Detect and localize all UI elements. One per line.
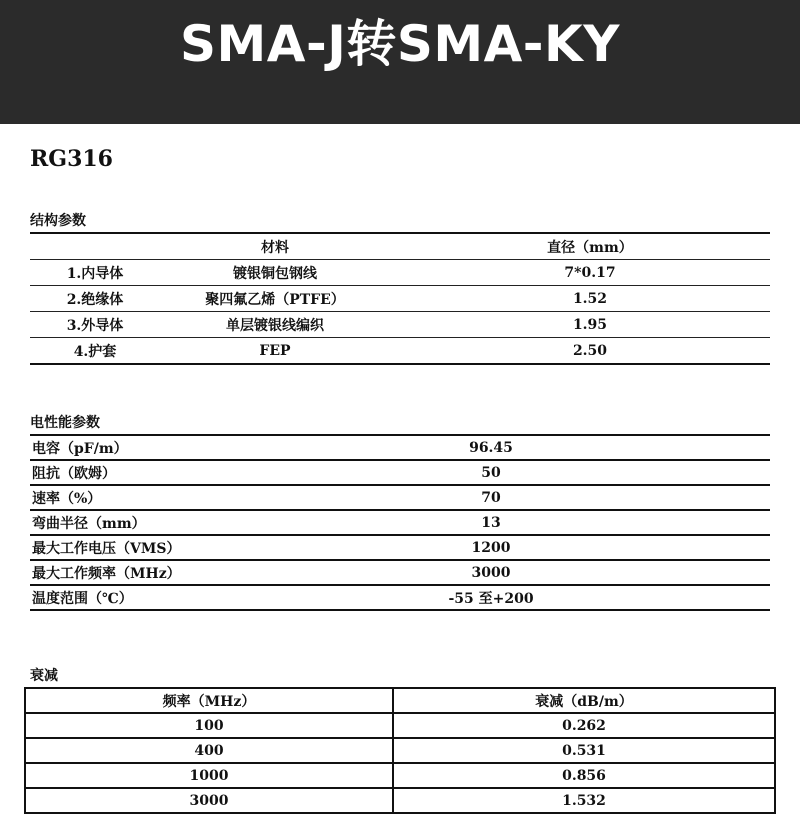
structure-table <box>30 232 770 365</box>
column-header-material: 材料 <box>261 239 289 256</box>
table-row <box>30 535 770 560</box>
table-row <box>30 312 770 338</box>
product-title: SMA-J转SMA-KY <box>180 15 620 73</box>
parameter-label: 电容（pF/m） <box>32 440 128 457</box>
diameter-cell: 1.52 <box>572 290 608 307</box>
parameter-label: 最大工作电压（VMS） <box>32 540 181 557</box>
parameter-value: 50 <box>481 464 501 481</box>
table-row <box>25 788 775 813</box>
electrical-section-title: 电性能参数 <box>30 415 100 431</box>
table-row <box>30 485 770 510</box>
part-cell: 4.护套 <box>73 343 117 360</box>
frequency-cell: 100 <box>25 713 393 738</box>
frequency-cell: 1000 <box>25 763 393 788</box>
table-row <box>30 260 770 286</box>
part-cell: 3.外导体 <box>66 317 124 334</box>
parameter-label: 最大工作频率（MHz） <box>32 565 181 582</box>
column-header-attenuation: 衰减（dB/m） <box>393 688 775 713</box>
parameter-label: 阻抗（欧姆） <box>32 465 116 482</box>
attenuation-cell: 0.262 <box>393 713 775 738</box>
table-row <box>30 510 770 535</box>
parameter-value: 13 <box>481 514 501 531</box>
attenuation-table <box>24 687 776 814</box>
table-row <box>25 713 775 738</box>
header-banner <box>0 0 800 124</box>
table-row <box>30 560 770 585</box>
material-cell: FEP <box>259 342 291 359</box>
parameter-value: 1200 <box>471 539 511 556</box>
attenuation-cell: 0.856 <box>393 763 775 788</box>
table-row <box>30 435 770 460</box>
parameter-value: 70 <box>481 489 501 506</box>
parameter-value: 96.45 <box>469 439 513 456</box>
table-row <box>25 763 775 788</box>
attenuation-section-title: 衰减 <box>30 668 58 684</box>
cable-model: RG316 <box>30 146 113 172</box>
material-cell: 聚四氟乙烯（PTFE） <box>205 291 345 308</box>
parameter-label: 速率（%） <box>32 490 102 507</box>
electrical-table <box>30 434 770 611</box>
table-header-row <box>30 233 770 260</box>
diameter-cell: 1.95 <box>572 316 608 333</box>
diameter-cell: 7*0.17 <box>564 264 616 281</box>
structure-section-title: 结构参数 <box>30 213 86 229</box>
column-header-part <box>30 233 160 260</box>
attenuation-cell: 1.532 <box>393 788 775 813</box>
part-cell: 2.绝缘体 <box>66 291 124 308</box>
table-row <box>30 585 770 610</box>
frequency-cell: 3000 <box>25 788 393 813</box>
parameter-value: 3000 <box>471 564 511 581</box>
frequency-cell: 400 <box>25 738 393 763</box>
column-header-diameter: 直径（mm） <box>547 239 633 256</box>
table-row <box>30 338 770 365</box>
table-row <box>30 286 770 312</box>
column-header-frequency: 频率（MHz） <box>25 688 393 713</box>
part-cell: 1.内导体 <box>66 265 124 282</box>
parameter-label: 温度范围（℃） <box>32 590 133 607</box>
diameter-cell: 2.50 <box>572 342 608 359</box>
material-cell: 镀银铜包钢线 <box>233 265 317 282</box>
table-row <box>25 738 775 763</box>
table-header-row <box>25 688 775 713</box>
parameter-value: -55 至+200 <box>448 590 534 607</box>
material-cell: 单层镀银线编织 <box>226 317 324 334</box>
table-row <box>30 460 770 485</box>
attenuation-cell: 0.531 <box>393 738 775 763</box>
parameter-label: 弯曲半径（mm） <box>32 515 146 532</box>
